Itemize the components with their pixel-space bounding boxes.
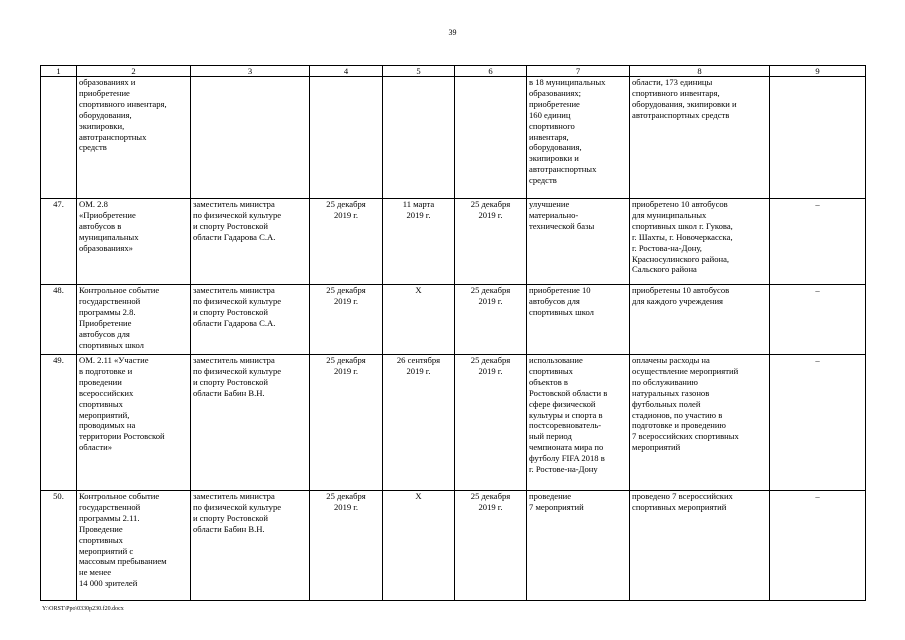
responsible-person: заместитель министра по физической культуре и спорту Ростовской области Бабин В.Н.: [191, 491, 310, 601]
planned-date: 25 декабря 2019 г.: [310, 491, 383, 601]
table-row: [41, 77, 866, 199]
column-number: 8: [630, 66, 770, 77]
actual-start-date: 26 сентября 2019 г.: [383, 355, 455, 491]
column-number-row: [41, 66, 866, 77]
column-number: 5: [383, 66, 455, 77]
column-number: 9: [770, 66, 866, 77]
actual-start-date: Х: [383, 285, 455, 355]
table-row: [41, 285, 866, 355]
actual-end-date: 25 декабря 2019 г.: [455, 491, 527, 601]
column-number: 4: [310, 66, 383, 77]
actual-end-date: 25 декабря 2019 г.: [455, 199, 527, 285]
responsible-person: заместитель министра по физической культуре и спорту Ростовской области Гадарова С.А.: [191, 285, 310, 355]
column-number: 3: [191, 66, 310, 77]
row-number: 49.: [41, 355, 77, 491]
notes: –: [770, 199, 866, 285]
table-row: [41, 199, 866, 285]
planned-result: в 18 муниципальных образованиях; приобретение 160 единиц спортивного инвентаря, оборудования, экипировки и автотранспортных средств: [527, 77, 630, 199]
column-number: 6: [455, 66, 527, 77]
event-name: ОМ. 2.8 «Приобретение автобусов в муниципальных образованиях»: [77, 199, 191, 285]
footer-file-path: Y:\ORST\Ppo\0330p230.f20.docx: [42, 606, 124, 612]
planned-result: использование спортивных объектов в Ростовской области в сфере физической культуры и спорта в постсоревнователь- ный период чемпионата мира по футболу FIFA 2018 в г. Ростове-на-Дону: [527, 355, 630, 491]
actual-result: области, 173 единицы спортивного инвентаря, оборудования, экипировки и автотранспортных средств: [630, 77, 770, 199]
notes: –: [770, 285, 866, 355]
responsible-person: заместитель министра по физической культуре и спорту Ростовской области Гадарова С.А.: [191, 199, 310, 285]
table-row: [41, 491, 866, 601]
event-name: ОМ. 2.11 «Участие в подготовке и проведении всероссийских спортивных мероприятий, проводимых на территории Ростовской области»: [77, 355, 191, 491]
actual-start-date: [383, 77, 455, 199]
row-number: 47.: [41, 199, 77, 285]
page-number: 39: [448, 28, 457, 37]
notes: –: [770, 491, 866, 601]
event-name: Контрольное событие государственной программы 2.8. Приобретение автобусов для спортивных школ: [77, 285, 191, 355]
planned-date: 25 декабря 2019 г.: [310, 355, 383, 491]
column-number: 7: [527, 66, 630, 77]
row-number: [41, 77, 77, 199]
planned-result: проведение 7 мероприятий: [527, 491, 630, 601]
responsible-person: заместитель министра по физической культуре и спорту Ростовской области Бабин В.Н.: [191, 355, 310, 491]
row-number: 50.: [41, 491, 77, 601]
planned-result: приобретение 10 автобусов для спортивных школ: [527, 285, 630, 355]
notes: [770, 77, 866, 199]
actual-end-date: [455, 77, 527, 199]
actual-start-date: Х: [383, 491, 455, 601]
actual-end-date: 25 декабря 2019 г.: [455, 285, 527, 355]
actual-result: оплачены расходы на осуществление мероприятий по обслуживанию натуральных газонов футбольных полей стадионов, по участию в подготовке и проведению 7 всероссийских спортивных мероприятий: [630, 355, 770, 491]
event-name: образованиях и приобретение спортивного инвентаря, оборудования, экипировки, автотранспортных средств: [77, 77, 191, 199]
actual-result: проведено 7 всероссийских спортивных мероприятий: [630, 491, 770, 601]
table-row: [41, 355, 866, 491]
planned-date: [310, 77, 383, 199]
planned-date: 25 декабря 2019 г.: [310, 285, 383, 355]
actual-start-date: 11 марта 2019 г.: [383, 199, 455, 285]
actual-result: приобретены 10 автобусов для каждого учреждения: [630, 285, 770, 355]
report-table: [40, 65, 866, 601]
event-name: Контрольное событие государственной программы 2.11. Проведение спортивных мероприятий с массовым пребыванием не менее 14 000 зрителей: [77, 491, 191, 601]
actual-end-date: 25 декабря 2019 г.: [455, 355, 527, 491]
column-number: 1: [41, 66, 77, 77]
actual-result: приобретено 10 автобусов для муниципальных спортивных школ г. Гукова, г. Шахты, г. Новочеркасска, г. Ростова-на-Дону, Красносулинского района, Сальского района: [630, 199, 770, 285]
notes: –: [770, 355, 866, 491]
row-number: 48.: [41, 285, 77, 355]
planned-date: 25 декабря 2019 г.: [310, 199, 383, 285]
responsible-person: [191, 77, 310, 199]
planned-result: улучшение материально- технической базы: [527, 199, 630, 285]
column-number: 2: [77, 66, 191, 77]
